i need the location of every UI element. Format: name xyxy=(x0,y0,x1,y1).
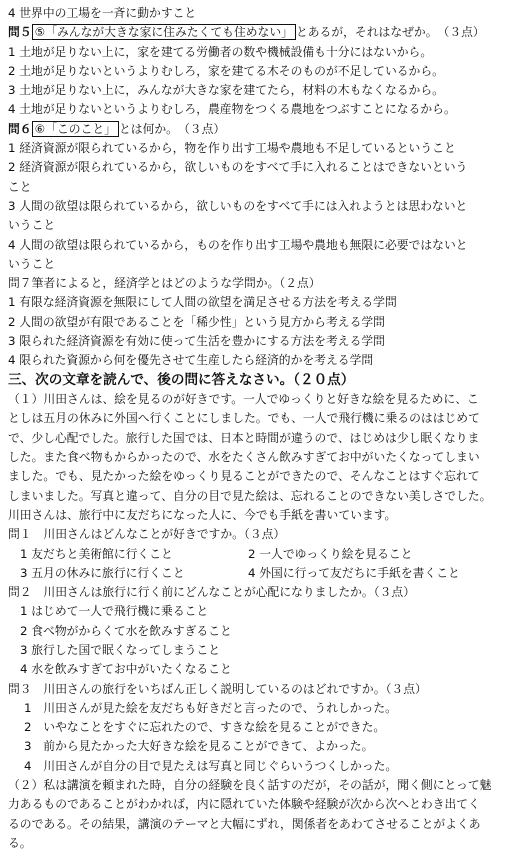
q6-option: 2 経済資源が限られているから，欲しいものをすべて手に入れることはできないという xyxy=(8,160,468,175)
passage2-line: るのである。その結果，講演のテーマと大幅にずれ，関係者をあわてさせることがよくあ xyxy=(8,816,481,831)
q6-option: 4 人間の欲望は限られているから，ものを作り出す工場や農地も無限に必要ではないと xyxy=(8,237,468,252)
q7-option: 2 人間の欲望が有限であることを「稀少性」という見方から考える学問 xyxy=(8,314,385,329)
q6-label: 問６ xyxy=(8,121,32,136)
q6-stem xyxy=(8,120,508,139)
s3-q3-option: 2 いやなことをすぐに忘れたので、すきな絵を見ることができた。 xyxy=(24,720,386,735)
q5-option: 2 土地が足りないというよりむしろ，家を建てる木そのものが不足しているから。 xyxy=(8,63,444,78)
s3-q1-option: 4 外国に行って友だちに手紙を書くこと xyxy=(248,565,460,580)
q5-quote: 「みんなが大きな家に住みたくても住めない」 xyxy=(45,25,293,40)
q6-option-continuation: いうこと xyxy=(8,218,56,233)
q5-option: 4 土地が足りないというよりむしろ，農産物をつくる農地をつぶすことになるから。 xyxy=(8,102,456,117)
q6-question: とは何か。 xyxy=(118,121,173,136)
q5-question: とあるが，それはなぜか。 xyxy=(295,25,432,40)
q6-option: 3 人間の欲望は限られているから，欲しいものをすべて手には入れようとは思わないと xyxy=(8,198,468,213)
section-3-heading: 三、次の文章を読んで、後の問に答えなさい。（２０点） xyxy=(8,371,355,388)
passage-line: した。また食べ物もからかったので、水をたくさん飲みすぎてお中がいたくなってしまい xyxy=(8,450,480,465)
q5-quote-box xyxy=(32,24,296,40)
s3-q1-option: 2 一人でゆっくり絵を見ること xyxy=(248,546,413,561)
q6-option-continuation: こと xyxy=(8,179,32,194)
s3-q1-options-row xyxy=(8,545,508,564)
q5-stem xyxy=(8,23,508,42)
s3-q1-options-row xyxy=(8,564,508,583)
s3-q2-stem: 問２ 川田さんは旅行に行く前にどんなことが心配になりましたか。（３点） xyxy=(8,585,415,600)
q7-option: 4 限られた資源から何を優先させて生産したら経済的かを考える学問 xyxy=(8,353,374,368)
q6-mark: ⑥ xyxy=(34,121,46,136)
passage2-line: （２）私は講演を頼まれた時，自分の経験を良く話すのだが，その話が，聞く側にとって魅 xyxy=(8,778,492,793)
s3-q1-option: 1 友だちと美術館に行くこと xyxy=(20,546,173,561)
q6-option-continuation: いうこと xyxy=(8,256,56,271)
passage-line: ました。でも、見たかった絵をゆっくり見ることができたので、そんなことはすぐ忘れて xyxy=(8,469,480,484)
passage2-line: る。 xyxy=(8,835,32,850)
q5-mark: ⑤ xyxy=(34,25,46,40)
q7-stem: 問７筆者によると，経済学とはどのような学問か。（２点） xyxy=(8,276,321,291)
s3-q2-option: 2 食べ物がからくて水を飲みすぎること xyxy=(20,623,232,638)
q6-option: 1 経済資源が限られているから，物を作り出す工場や農地も不足しているということ xyxy=(8,141,456,156)
q5-option: 3 土地が足りない上に，みんなが大きな家を建てたら，材料の木もなくなるから。 xyxy=(8,83,444,98)
s3-q3-option: 4 川田さんが自分の目で見たえは写真と同じぐらいうつくしかった。 xyxy=(24,758,398,773)
s3-q1-option: 3 五月の休みに旅行に行くこと xyxy=(20,565,185,580)
passage-line: としは五月の休みに外国へ行くことにしました。でも、一人で飛行機に乗るのははじめて xyxy=(8,411,480,426)
q6-quote-box xyxy=(32,121,119,137)
passage2-line: 力あるものであることがわかれば，内に隠れていた体験や経験が次から次へとわき出てく xyxy=(8,797,480,812)
passage-line: 川田さんは、旅行中に友だちになった人に、今でも手紙を書いています。 xyxy=(8,507,397,522)
q5-points: （３点） xyxy=(443,25,485,40)
s3-q3-option: 3 前から見たかった大好きな絵を見ることができて、よかった。 xyxy=(24,739,374,754)
s3-q3-stem: 問３ 川田さんの旅行をいちばん正しく説明しているのはどれですか。（３点） xyxy=(8,681,427,696)
passage-line: しまいました。写真と違って、自分の目で見た絵は、忘れることのできない美しさでした。 xyxy=(8,488,492,503)
q6-points: （３点） xyxy=(183,121,226,136)
s3-q2-option: 3 旅行した国で眠くなってしまうこと xyxy=(20,643,221,657)
q4-option-4: 4 世界中の工場を一斉に動かすこと xyxy=(8,6,197,20)
s3-q2-option: 4 水を飲みすぎてお中がいたくなること xyxy=(20,662,232,677)
q7-option: 1 有限な経済資源を無限にして人間の欲望を満足させる方法を考える学問 xyxy=(8,295,397,310)
s3-q1-stem: 問１ 川田さんはどんなことが好きですか。（３点） xyxy=(8,527,286,542)
q5-option: 1 土地が足りない上に，家を建てる労働者の数や機械設備も十分にはないから。 xyxy=(8,44,433,59)
passage-line: で、少し心配でした。旅行した国では、日本と時間が違うので、はじめは少し眠くなりま xyxy=(8,430,480,445)
passage-line: （１）川田さんは、絵を見るのが好きです。一人でゆっくりと好きな絵を見るために、こ xyxy=(8,392,479,407)
q5-label: 問５ xyxy=(8,25,32,40)
s3-q2-option: 1 はじめて一人で飛行機に乗ること xyxy=(20,604,209,619)
q7-option: 3 限られた経済資源を有効に使って生活を豊かにする方法を考える学問 xyxy=(8,334,385,349)
s3-q3-option: 1 川田さんが見た絵を友だちも好きだと言ったので、うれしかった。 xyxy=(24,700,397,715)
q6-quote: 「このこと」 xyxy=(45,121,116,136)
